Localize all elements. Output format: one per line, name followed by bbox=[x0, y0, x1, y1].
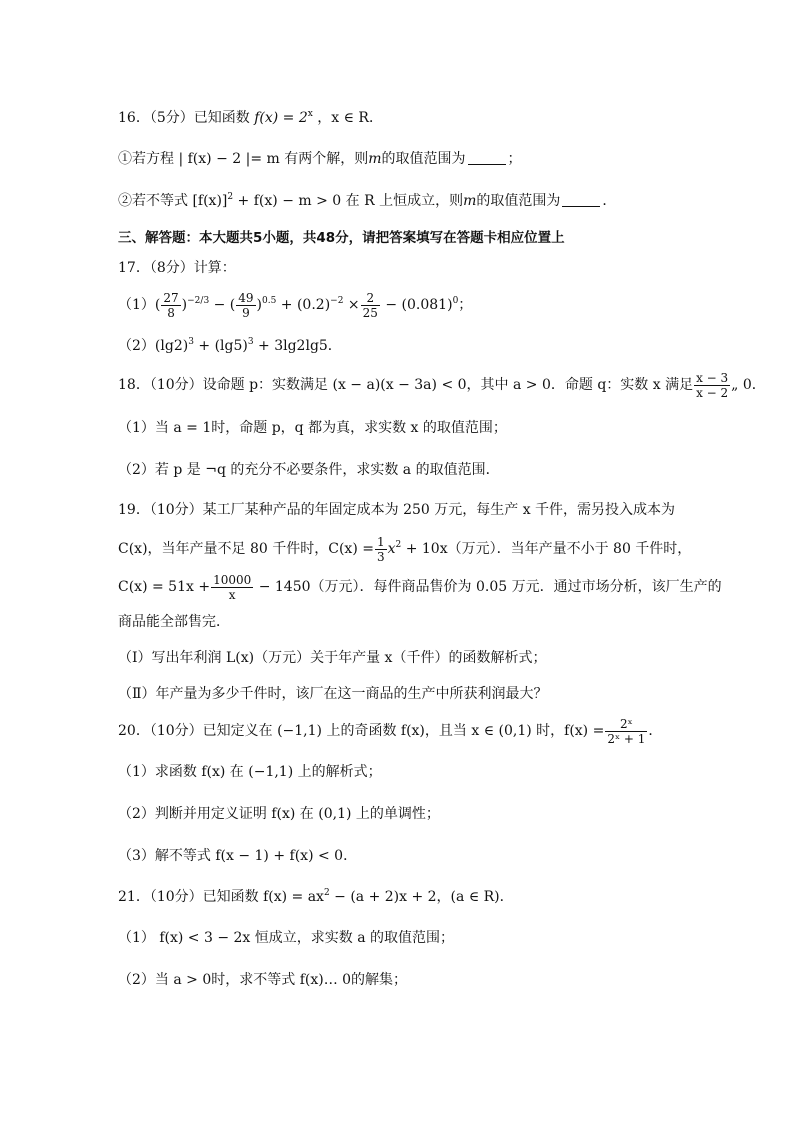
answer-blank bbox=[562, 192, 600, 207]
fraction: $\frac{27}{8}$ bbox=[163, 290, 179, 320]
q17-part1: （1）( $\frac{27}{8}$ )$^{-2/3}$ − ( $\frac{49}{9}$ )$^{0.5} + (0.2)^{-2}$ × $\frac{2}{25}$ − $(0.081)^0$； bbox=[118, 290, 473, 320]
q20-part2: （2）判断并用定义证明 f(x) 在 (0,1) 上的单调性； bbox=[118, 806, 440, 822]
q16-header: 16．（5分）已知函数 $f(x) = 2^x$ ，x ∈ R． bbox=[118, 109, 383, 126]
q21-part1: （1） f(x) < 3 − 2x 恒成立，求实数 a 的取值范围； bbox=[118, 930, 455, 946]
q21-header: 21．（10分）已知函数 $f(x) = ax^2 - (a + 2)x + 2$，(a ∈ R)． bbox=[118, 888, 514, 905]
q18-header: 18．（10分）设命题 p：实数满足 (x − a)(x − 3a) < 0，其中 a > 0．命题 q：实数 x 满足 $\frac{x - 3}{x - 2}$ „ 0． bbox=[118, 370, 766, 400]
q20-part1: （1）求函数 f(x) 在 (−1,1) 上的解析式； bbox=[118, 764, 382, 780]
fraction: $\frac{1}{3}$ bbox=[376, 534, 385, 564]
q20-part3: （3）解不等式 f(x − 1) + f(x) < 0． bbox=[118, 848, 358, 864]
q17-part2: $(2)(\lg 2)^3 + (\lg 5)^3 + 3\lg 2\lg 5$． bbox=[118, 337, 342, 354]
q16-part2: ②若不等式 $[f(x)]^2 + f(x) - m > 0$ 在 R 上恒成立，则m的取值范围为 ． bbox=[118, 192, 617, 209]
q17-header: 17．（8分）计算： bbox=[118, 260, 236, 276]
fraction: $\frac{10000}{x}$ bbox=[213, 572, 252, 602]
q19-part1: （Ⅰ）写出年利润 L(x)（万元）关于年产量 x（千件）的函数解析式； bbox=[118, 650, 547, 666]
q16-part1: ①若方程 | f(x) − 2 |= m 有两个解，则m的取值范围为 ； bbox=[118, 151, 522, 167]
fraction: $\frac{\text{2ˣ}}{\text{2ˣ + 1}}$ bbox=[607, 716, 646, 746]
q18-part1: （1）当 a = 1时，命题 p，q 都为真，求实数 x 的取值范围； bbox=[118, 420, 507, 436]
q19-line2: C(x)，当年产量不足 80 千件时，C(x) = $\frac{1}{3}$ $x^2 + 10x$（万元）．当年产量不小于 80 千件时， bbox=[118, 534, 692, 564]
answer-blank bbox=[468, 150, 506, 165]
q19-line4: 商品能全部售完． bbox=[118, 614, 230, 630]
q20-header: 20．（10分）已知定义在 (−1,1) 上的奇函数 f(x)，且当 x ∈ (0,1) 时，f(x) = $\frac{\text{2ˣ}}{\text{2ˣ + 1}}$ ． bbox=[118, 716, 663, 746]
q19-line1: 19．（10分）某工厂某种产品的年固定成本为 250 万元，每生产 x 千件，需另投入成本为 bbox=[118, 502, 676, 518]
fraction: $\frac{2}{25}$ bbox=[362, 290, 378, 320]
fraction: $\frac{x - 3}{x - 2}$ bbox=[696, 370, 729, 400]
q19-line3: C(x) = 51x + $\frac{10000}{x}$ − 1450（万元）．每件商品售价为 0.05 万元．通过市场分析，该厂生产的 bbox=[118, 572, 722, 602]
q19-part2: （Ⅱ）年产量为多少千件时，该厂在这一商品的生产中所获利润最大？ bbox=[118, 686, 548, 702]
fraction: $\frac{49}{9}$ bbox=[238, 290, 254, 320]
q21-part2: （2）当 a > 0时，求不等式 f(x)… 0的解集； bbox=[118, 972, 408, 988]
section-title: 三、解答题：本大题共5小题，共48分，请把答案填写在答题卡相应位置上 bbox=[118, 230, 565, 246]
q18-part2: （2）若 p 是 ¬q 的充分不必要条件，求实数 a 的取值范围． bbox=[118, 462, 500, 478]
